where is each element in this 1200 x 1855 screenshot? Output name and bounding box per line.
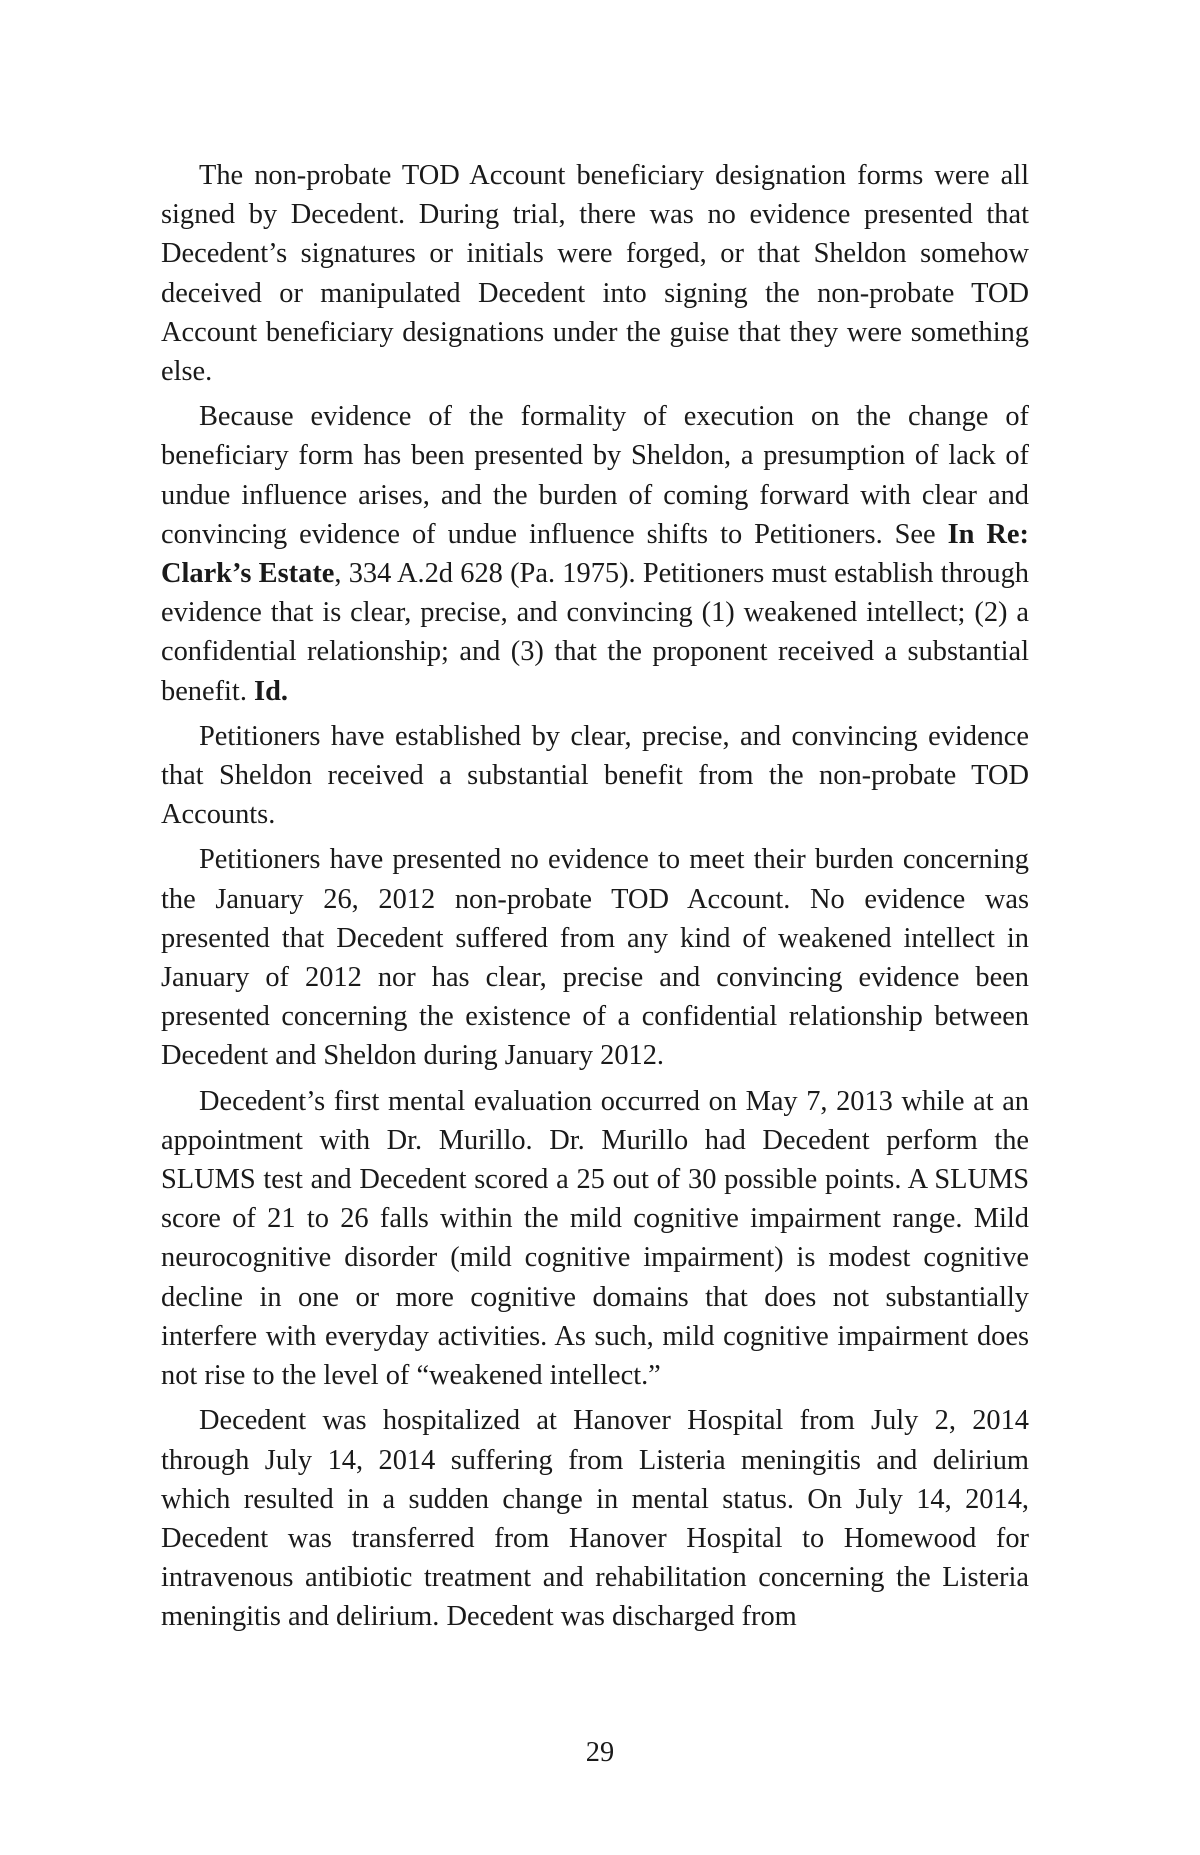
paragraph	[161, 397, 1029, 711]
case-citation: Id.	[254, 675, 288, 707]
case-citation: In Re: Clark’s Estate	[161, 518, 1029, 590]
paragraph-text: Petitioners have presented no evidence to meet their burden concerning the January 26, 2012 non-probate TOD Account. No evidence was presented that Decedent suffered from any kind of weakened intellect in January of 2012 nor has clear, precise and convincing evidence been presented concerning the existence of a confidential relationship between Decedent and Sheldon during January 2012.	[161, 844, 1029, 1072]
paragraph	[161, 717, 1029, 835]
paragraph-text: , 334 A.2d 628 (Pa. 1975). Petitioners must establish through evidence that is clear, precise, and convincing (1) weakened intellect; (2) a confidential relationship; and (3) that the proponent received a substantial benefit.	[161, 558, 1029, 707]
paragraph-text: Petitioners have established by clear, precise, and convincing evidence that Sheldon received a substantial benefit from the non-probate TOD Accounts.	[161, 720, 1029, 831]
paragraph-text: The non-probate TOD Account beneficiary designation forms were all signed by Decedent. During trial, there was no evidence presented that Decedent’s signatures or initials were forged, or that Sheldon somehow deceived or manipulated Decedent into signing the non-probate TOD Account beneficiary designations under the guise that they were something else.	[161, 160, 1029, 388]
paragraph	[161, 840, 1029, 1075]
page-body	[161, 156, 1029, 1643]
paragraph	[161, 1401, 1029, 1636]
paragraph-text: Decedent was hospitalized at Hanover Hospital from July 2, 2014 through July 14, 2014 suffering from Listeria meningitis and delirium which resulted in a sudden change in mental status. On July 14, 2014, Decedent was transferred from Hanover Hospital to Homewood for intravenous antibiotic treatment and rehabilitation concerning the Listeria meningitis and delirium. Decedent was discharged from	[161, 1405, 1029, 1633]
paragraph-text: Because evidence of the formality of execution on the change of beneficiary form has been presented by Sheldon, a presumption of lack of undue influence arises, and the burden of coming forward with clear and convincing evidence of undue influence shifts to Petitioners. See	[161, 401, 1029, 550]
page-number: 29	[585, 1737, 615, 1768]
paragraph	[161, 156, 1029, 391]
paragraph	[161, 1082, 1029, 1396]
paragraph-text: Decedent’s first mental evaluation occurred on May 7, 2013 while at an appointment with Dr. Murillo. Dr. Murillo had Decedent perform the SLUMS test and Decedent scored a 25 out of 30 possible points. A SLUMS score of 21 to 26 falls within the mild cognitive impairment range. Mild neurocognitive disorder (mild cognitive impairment) is modest cognitive decline in one or more cognitive domains that does not substantially interfere with everyday activities. As such, mild cognitive impairment does not rise to the level of “weakened intellect.”	[161, 1085, 1029, 1392]
